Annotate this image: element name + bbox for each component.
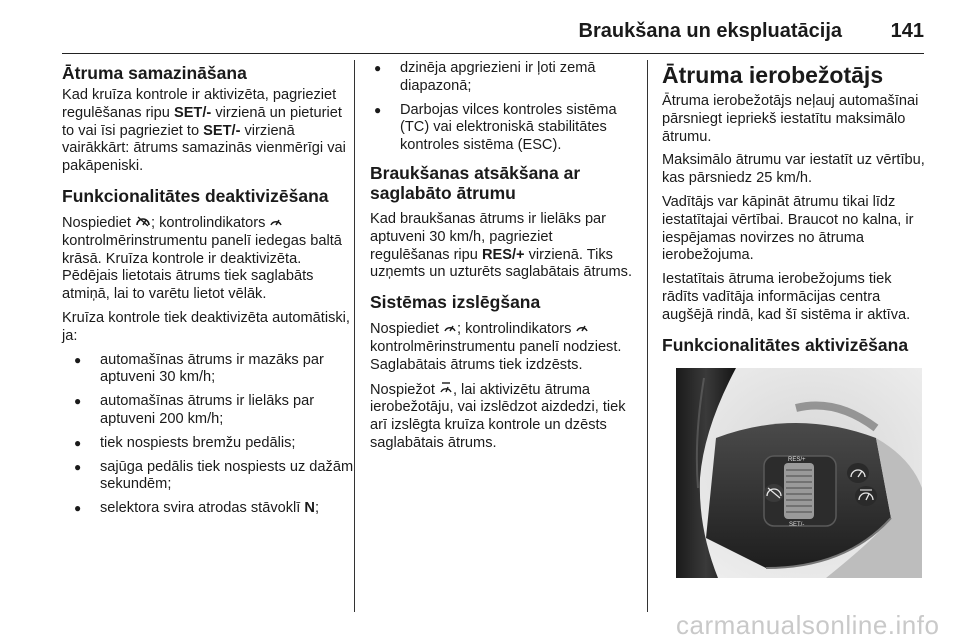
heading-speed-decrease: Ātruma samazināšana (62, 63, 247, 83)
column-1 (62, 60, 356, 524)
heading-deactivation: Funkcionalitātes deaktivizēšana (62, 185, 329, 206)
list-item: ● automašīnas ātrums ir lielāks par aptuveni 200 km/h; (62, 393, 356, 429)
res-label: RES/+ (788, 457, 806, 463)
heading-resume-speed: Braukšanas atsākšana ar saglabāto ātrumu (370, 162, 581, 203)
cruise-control-indicator-icon (269, 214, 283, 232)
watermark: carmanualsonline.info (676, 610, 940, 640)
chapter-title: Braukšana un ekspluatācija (578, 20, 842, 42)
paragraph-system-off: Nospiediet ; kontrolindikators kontrolmērinstrumentu panelī nodziest. Saglabātais ātrums tiek izdzēsts. (370, 321, 622, 373)
paragraph-limiter-max: Maksimālo ātrumu var iestatīt uz vērtību, kas pārsniedz 25 km/h. (662, 152, 925, 187)
paragraph-limiter-note: Nospiežot , lai aktivizētu ātruma ierobežotāju, vai izslēdzot aizdedzi, tiek arī izslēgta kruīza kontrole un dzēsts saglabātais ātrums. (370, 381, 626, 451)
column-3 (662, 60, 930, 359)
set-label: SET/- (789, 522, 805, 528)
heading-activation: Funkcionalitātes aktivizēšana (662, 334, 909, 355)
deactivation-conditions-list (62, 352, 356, 518)
cruise-control-indicator-icon (443, 320, 457, 338)
paragraph-limiter-driver: Vadītājs var kāpināt ātrumu tikai līdz iestatītajai vērtībai. Braucot no kalna, ir iespējamas novirzes no ātruma ierobežojuma. (662, 193, 914, 264)
cruise-cancel-icon (135, 214, 151, 232)
list-item: ● sajūga pedālis tiek nospiests uz dažām sekundēm; (62, 459, 356, 495)
cruise-control-indicator-icon (575, 320, 589, 338)
speed-limiter-icon (855, 486, 877, 506)
steering-wheel-controls-photo (676, 368, 922, 578)
list-item: ● automašīnas ātrums ir mazāks par aptuveni 30 km/h; (62, 352, 356, 388)
page-header (62, 14, 924, 54)
deactivation-conditions-continued (370, 60, 634, 155)
heading-system-off: Sistēmas izslēgšana (370, 292, 541, 313)
column-2 (370, 60, 634, 459)
cruise-cancel-icon (764, 484, 784, 502)
list-item: ● selektora svira atrodas stāvoklī N; (62, 500, 356, 518)
list-item: ● Darbojas vilces kontroles sistēma (TC) vai elektroniskā stabilitātes kontroles sistēma (ESC). (370, 102, 634, 155)
cruise-control-indicator-icon (847, 463, 869, 483)
paragraph-limiter-display: Iestatītais ātruma ierobežojums tiek rādīts vadītāja informācijas centra augšējā rindā, kad šī sistēma ir aktīva. (662, 271, 911, 323)
page-number: 141 (890, 20, 924, 42)
list-item: ● dzinēja apgriezieni ir ļoti zemā diapazonā; (370, 60, 634, 96)
paragraph-resume: Kad braukšanas ātrums ir lielāks par aptuveni 30 km/h, pagrieziet regulēšanas ripu RES/+ virzienā. Tiks uzņemts un uzturēts saglabātais ātrums. (370, 210, 633, 281)
column-divider-2 (647, 60, 648, 612)
list-item: ● tiek nospiests bremžu pedālis; (62, 435, 356, 453)
paragraph-auto-deactivation: Kruīza kontrole tiek deaktivizēta automātiski, ja: (62, 309, 350, 344)
paragraph-decrease: Kad kruīza kontrole ir aktivizēta, pagrieziet regulēšanas ripu SET/- virzienā un pieturiet to vai īsi pagrieziet to SET/- virzienā vairākkārt: ātrums samazinās vienmērīgi vai pakāpeniski. (62, 87, 346, 175)
heading-speed-limiter: Ātruma ierobežotājs (662, 62, 884, 88)
speed-limiter-icon (439, 381, 453, 399)
paragraph-deactivation: Nospiediet ; kontrolindikators kontrolmērinstrumentu panelī iedegas baltā krāsā. Kruīza kontrole ir deaktivizēta. Pēdējais lietotais ātrums tiek saglabāts atmiņā, lai to varētu lietot vēlāk. (62, 214, 342, 303)
paragraph-limiter-intro: Ātruma ierobežotājs neļauj automašīnai pārsniegt iepriekš iestatītu maksimālo ātrumu. (662, 93, 919, 145)
